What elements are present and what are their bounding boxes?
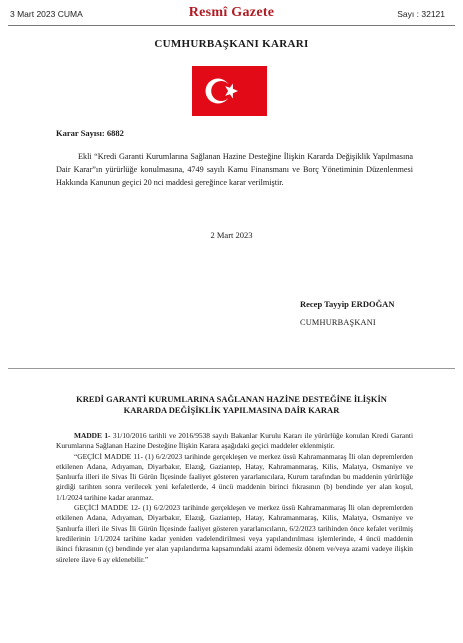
section-title: CUMHURBAŞKANI KARARI: [154, 38, 309, 50]
article-1-label: MADDE 1-: [74, 431, 111, 440]
law-title-line-1: KREDİ GARANTİ KURUMLARINA SAĞLANAN HAZİNE DESTEĞİNE İLİŞKİN: [76, 394, 387, 404]
signer-title: CUMHURBAŞKANI: [300, 318, 376, 327]
article-1-text: 31/10/2016 tarihli ve 2016/9538 sayılı Bakanlar Kurulu Kararı ile yürürlüğe konulan Kredi Garanti Kurumlarına Sağlanan Hazine Desteğine İlişkin Karara aşağıdaki geçici maddeler eklenmiştir.: [56, 431, 413, 451]
decree-date: 2 Mart 2023: [210, 230, 253, 240]
provisional-article-11: “GEÇİCİ MADDE 11- (1) 6/2/2023 tarihinde gerçekleşen ve merkez üssü Kahramanmaraş İli olan depremlerden etkilenen Adana, Adıyaman, Diyarbakır, Elazığ, Gaziantep, Hatay, Kahramanmaraş, Kilis, Malatya, Osmaniye ve Şanlıurfa illeri ile Sivas İli Gürün İlçesinde faaliyet gösteren yararlanıcılara, Kurum tarafından bu maddenin yürürlüğe girdiği tarihten sonra verilecek yeni kefaletlerde, 4 üncü maddenin birinci fıkrasının (b) bendinde yer alan koşul, 1/1/2024 tarihine kadar aranmaz.: [56, 451, 413, 502]
publication-date: 3 Mart 2023 CUMA: [10, 9, 83, 19]
article-1: [56, 431, 413, 452]
header-divider: [8, 25, 455, 26]
law-title-line-2: KARARDA DEĞİŞİKLİK YAPILMASINA DAİR KARAR: [123, 405, 340, 415]
law-title: [20, 394, 443, 416]
decree-intro: Ekli “Kredi Garanti Kurumlarına Sağlanan Hazine Desteğine İlişkin Kararda Değişiklik Yapılmasına Dair Karar”ın yürürlüğe konulmasına, 4749 sayılı Kamu Finansmanı ve Borç Yönetiminin Düzenlenmesi Hakkında Kanunun geçici 20 nci maddesi gereğince karar verilmiştir.: [56, 152, 413, 187]
law-body: [56, 431, 413, 565]
signer-name: Recep Tayyip ERDOĞAN: [300, 299, 395, 309]
gazette-header: [0, 0, 463, 30]
gazette-title: Resmî Gazete: [188, 5, 275, 20]
decree-number: Karar Sayısı: 6882: [56, 128, 124, 138]
turkish-flag-icon: [192, 66, 267, 116]
section-divider: [8, 368, 455, 369]
provisional-article-12: GEÇİCİ MADDE 12- (1) 6/2/2023 tarihinde gerçekleşen ve merkez üssü Kahramanmaraş İli olan depremlerden etkilenen Adana, Adıyaman, Diyarbakır, Elazığ, Gaziantep, Hatay, Kahramanmaraş, Kilis, Malatya, Osmaniye ve Şanlıurfa illeri ile Sivas İli Gürün İlçesinde faaliyet gösteren yararlanıcıların, 6/2/2023 tarihinden önce kefalet verilmiş kredilerinin 1/1/2024 tarihine kadar yeniden vadelendirilmesi veya yapılandırılması işlemlerinde, 4 üncü maddenin ikinci fıkrasının (ç) bendinde yer alan yapılandırma kapsamındaki azami ödemesiz dönem ve/veya azami vadeye ilişkin sürelere ilave 6 ay eklenebilir.”: [56, 503, 413, 564]
issue-number: Sayı : 32121: [397, 9, 445, 19]
